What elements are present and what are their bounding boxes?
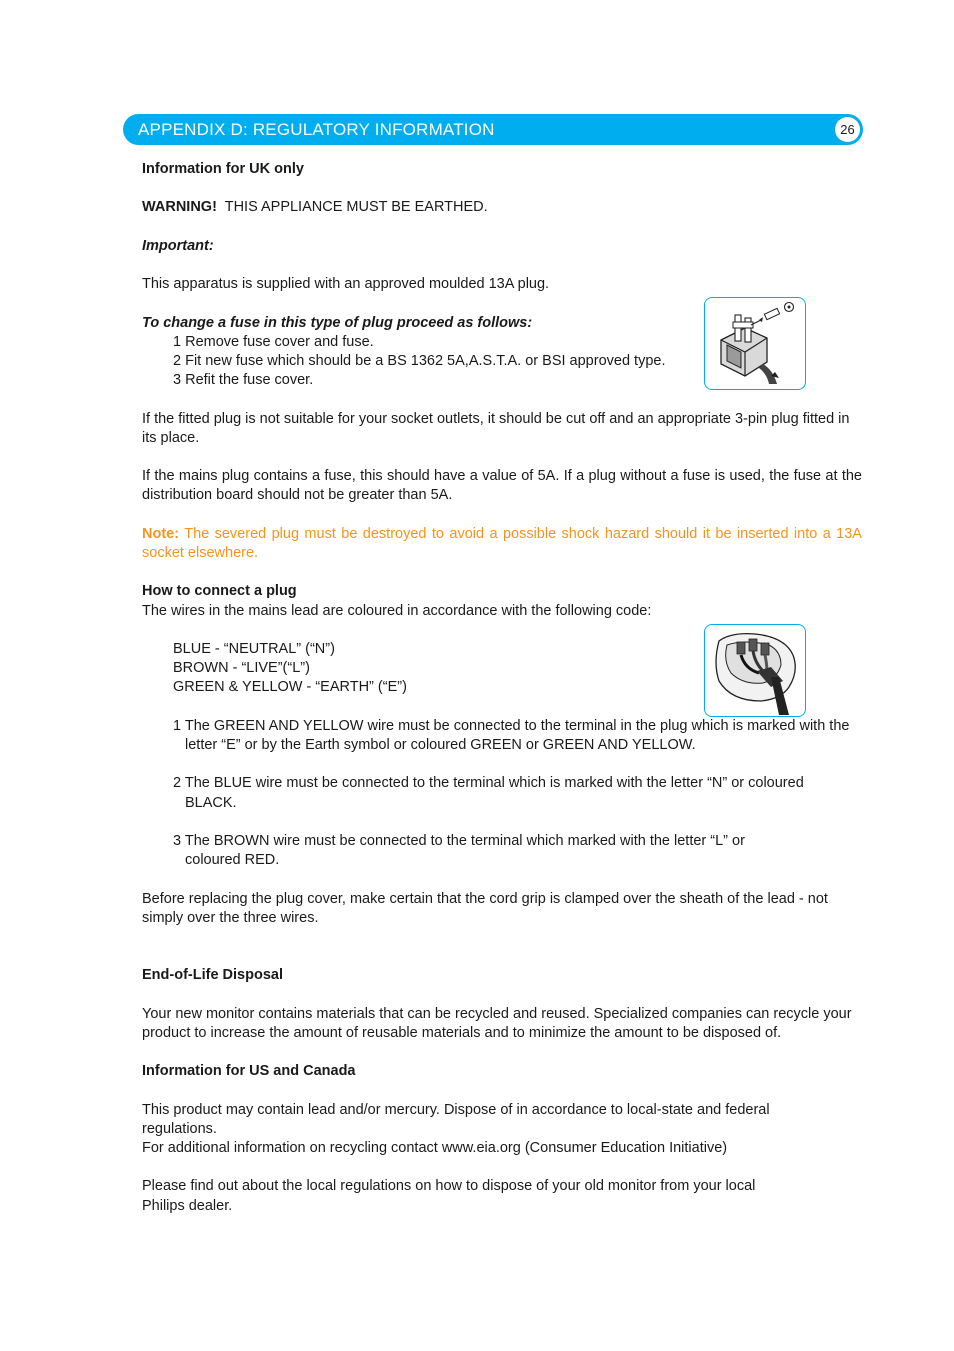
warning-label: WARNING!	[142, 199, 217, 216]
connect-step: 3 The BROWN wire must be connected to the terminal which marked with the letter “L” or coloured RED.	[173, 832, 745, 869]
us-canada-heading: Information for US and Canada	[142, 1063, 356, 1080]
note-paragraph	[142, 525, 862, 563]
supplied-text: This apparatus is supplied with an approved moulded 13A plug.	[142, 276, 550, 293]
fuse-step: 2 Fit new fuse which should be a BS 1362 5A,A.S.T.A. or BSI approved type.	[173, 352, 666, 369]
not-suitable-text: If the fitted plug is not suitable for your socket outlets, it should be cut off and an appropriate 3-pin plug fitted in its place.	[142, 410, 850, 446]
connect-step: 2 The BLUE wire must be connected to the terminal which is marked with the letter “N” or coloured BLACK.	[173, 775, 804, 811]
fuse-step: 1 Remove fuse cover and fuse.	[173, 333, 374, 350]
note-label: Note:	[142, 525, 180, 542]
fuse-step: 3 Refit the fuse cover.	[173, 372, 314, 389]
connect-intro: The wires in the mains lead are coloured in accordance with the following code:	[142, 602, 652, 619]
fuse-value-text: If the mains plug contains a fuse, this should have a value of 5A. If a plug without a fuse is used, the fuse at the distribution board should not be greater than 5A.	[142, 468, 862, 504]
wire-code: BLUE - “NEUTRAL” (“N”)	[173, 640, 335, 657]
note-text: The severed plug must be destroyed to avoid a possible shock hazard should it be inserted into a 13A socket elsewhere.	[142, 525, 862, 561]
warning-text: THIS APPLIANCE MUST BE EARTHED.	[224, 199, 488, 216]
connect-step: 1 The GREEN AND YELLOW wire must be connected to the terminal in the plug which is marked with the letter “E” or by the Earth symbol or coloured GREEN or GREEN AND YELLOW.	[173, 717, 850, 753]
section-title: APPENDIX D: REGULATORY INFORMATION	[138, 120, 495, 139]
page-number-badge: 26	[835, 117, 860, 142]
uk-heading: Information for UK only	[142, 161, 304, 177]
wire-code: BROWN - “LIVE”(“L”)	[173, 660, 310, 677]
dealer-text: Please find out about the local regulations on how to dispose of your old monitor from your local Philips dealer.	[142, 1178, 756, 1214]
recycling-contact-text: For additional information on recycling contact www.eia.org (Consumer Education Initiative)	[142, 1140, 728, 1157]
connect-closing: Before replacing the plug cover, make certain that the cord grip is clamped over the sheath of the lead - not simply over the three wires.	[142, 890, 828, 926]
important-label: Important:	[142, 237, 214, 254]
page-content	[142, 160, 862, 1216]
us-canada-text: This product may contain lead and/or mercury. Dispose of in accordance to local-state and federal regulations.	[142, 1101, 770, 1137]
disposal-heading: End-of-Life Disposal	[142, 967, 283, 984]
fuse-heading: To change a fuse in this type of plug proceed as follows:	[142, 314, 533, 331]
wire-code: GREEN & YELLOW - “EARTH” (“E”)	[173, 679, 407, 696]
section-header-bar	[123, 114, 863, 145]
disposal-text: Your new monitor contains materials that can be recycled and reused. Specialized companies can recycle your product to increase the amount of reusable materials and to minimize the amount to be disposed of.	[142, 1005, 852, 1041]
connect-heading: How to connect a plug	[142, 583, 297, 600]
warning-line	[142, 198, 862, 217]
